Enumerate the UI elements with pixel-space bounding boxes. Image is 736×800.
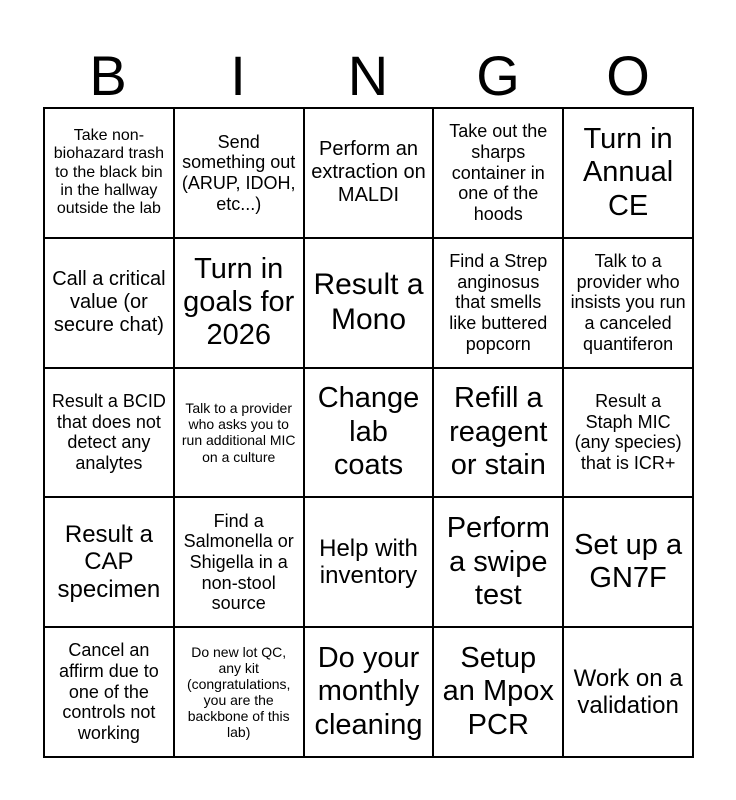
bingo-cell-text: Find a Salmonella or Shigella in a non-stool source (183, 510, 294, 614)
bingo-cell-text: Do your monthly cleaning (314, 642, 423, 741)
bingo-cell-text: Talk to a provider who asks you to run additional MIC on a culture (181, 400, 296, 465)
bingo-cell-text: Set up a GN7F (574, 528, 683, 595)
bingo-cell-r5c2[interactable] (174, 627, 304, 757)
bingo-cell-r4c1[interactable] (44, 497, 174, 627)
header-letter-i: I (230, 44, 246, 107)
bingo-cell-r4c4[interactable] (433, 497, 563, 627)
bingo-cell-r1c1[interactable] (44, 108, 174, 238)
bingo-cell-r4c5[interactable] (563, 497, 693, 627)
bingo-cell-text: Take out the sharps container in one of the hoods (449, 121, 548, 224)
bingo-cell-text: Setup an Mpox PCR (442, 642, 554, 741)
bingo-cell-r1c3[interactable] (304, 108, 434, 238)
bingo-cell-r2c1[interactable] (44, 238, 174, 368)
bingo-cell-r4c2[interactable] (174, 497, 304, 627)
bingo-cell-r4c3[interactable] (304, 497, 434, 627)
bingo-cell-text: Talk to a provider who insists you run a canceled quantiferon (570, 250, 686, 354)
bingo-header (43, 46, 693, 106)
bingo-cell-text: Find a Strep anginosus that smells like buttered popcorn (449, 250, 548, 354)
bingo-cell-text: Turn in goals for 2026 (183, 252, 295, 352)
bingo-cell-r2c5[interactable] (563, 238, 693, 368)
bingo-board (43, 107, 694, 758)
bingo-cell-r5c3[interactable] (304, 627, 434, 757)
bingo-cell-text: Result a Mono (313, 268, 424, 336)
bingo-cell-r2c3[interactable] (304, 238, 434, 368)
bingo-cell-text: Do new lot QC, any kit (congratulations, you are the backbone of this lab) (186, 643, 291, 741)
header-letter-g: G (476, 44, 520, 107)
bingo-cell-text: Result a CAP specimen (57, 520, 161, 604)
bingo-cell-text: Call a critical value (or secure chat) (52, 268, 166, 337)
bingo-cell-text: Send something out (ARUP, IDOH, etc...) (181, 131, 296, 214)
header-letter-n: N (347, 44, 389, 107)
bingo-cell-text: Change lab coats (317, 382, 420, 482)
bingo-cell-r3c4[interactable] (433, 368, 563, 498)
bingo-cell-r1c2[interactable] (174, 108, 304, 238)
bingo-cell-text: Cancel an affirm due to one of the controls not working (59, 640, 159, 744)
header-letter-o: O (606, 44, 650, 107)
bingo-cell-text: Perform an extraction on MALDI (311, 138, 426, 207)
bingo-cell-text: Take non-biohazard trash to the black bin in the hallway outside the lab (53, 126, 165, 218)
bingo-cell-r3c3[interactable] (304, 368, 434, 498)
bingo-cell-text: Perform a swipe test (446, 512, 550, 611)
bingo-cell-text: Help with inventory (319, 534, 418, 590)
bingo-cell-r1c5[interactable] (563, 108, 693, 238)
bingo-cell-r5c1[interactable] (44, 627, 174, 757)
bingo-cell-r5c5[interactable] (563, 627, 693, 757)
bingo-cell-r3c5[interactable] (563, 368, 693, 498)
bingo-cell-text: Turn in Annual CE (582, 122, 674, 222)
bingo-cell-r1c4[interactable] (433, 108, 563, 238)
bingo-cell-r3c2[interactable] (174, 368, 304, 498)
bingo-cell-text: Work on a validation (573, 664, 683, 720)
bingo-cell-r5c4[interactable] (433, 627, 563, 757)
bingo-cell-r2c2[interactable] (174, 238, 304, 368)
bingo-cell-r3c1[interactable] (44, 368, 174, 498)
header-letter-b: B (89, 44, 127, 107)
bingo-cell-text: Result a BCID that does not detect any analytes (51, 391, 166, 474)
bingo-cell-r2c4[interactable] (433, 238, 563, 368)
bingo-cell-text: Result a Staph MIC (any species) that is ICR+ (574, 391, 682, 474)
bingo-cell-text: Refill a reagent or stain (449, 382, 548, 482)
